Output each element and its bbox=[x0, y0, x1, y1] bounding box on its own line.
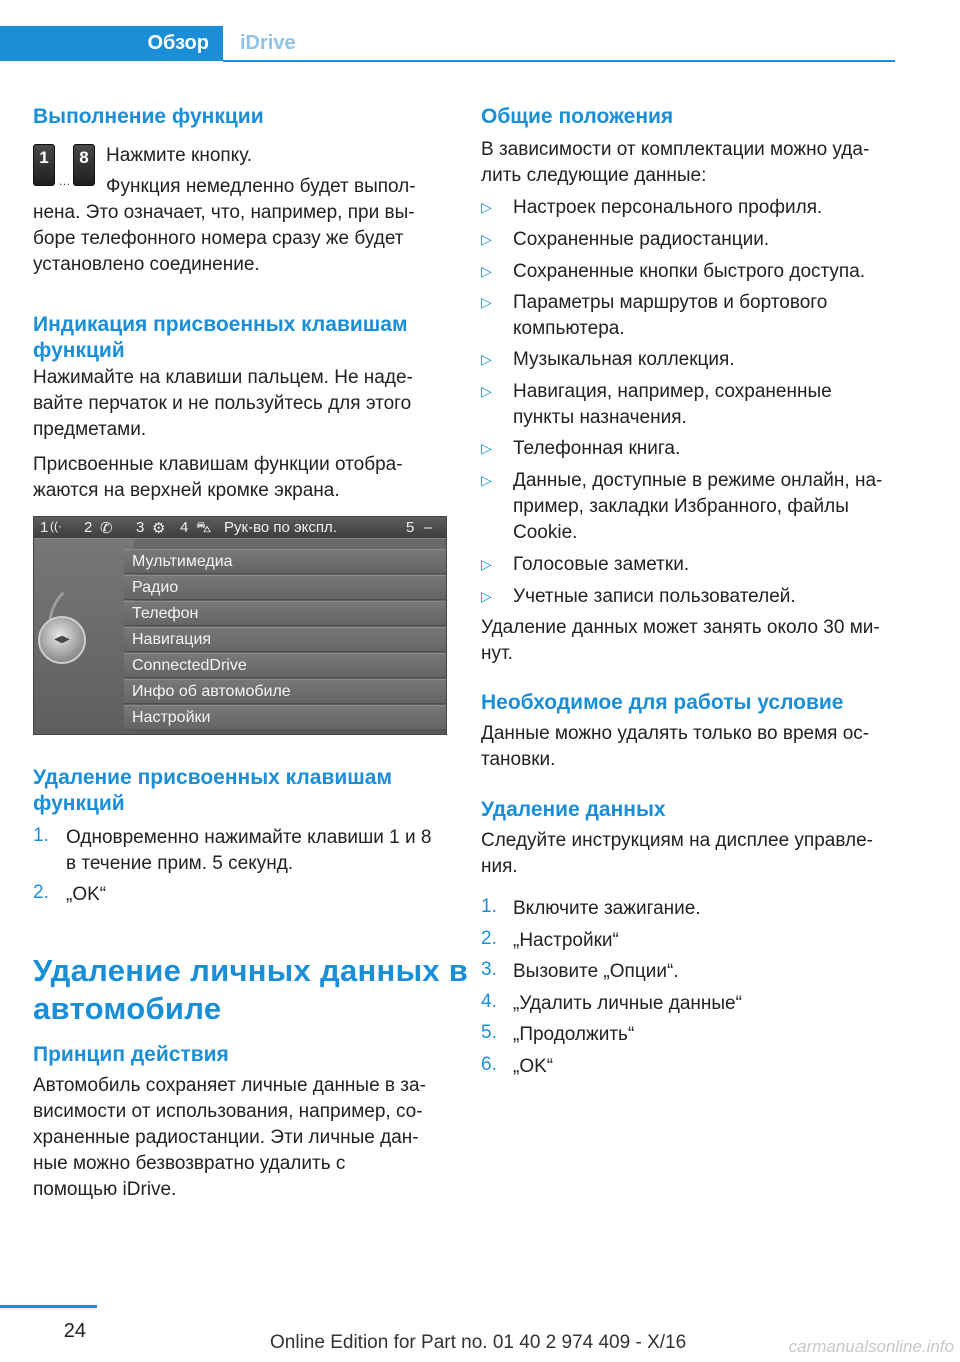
section-title-requirement: Необходимое для работы условие bbox=[481, 691, 844, 714]
screen-menu-item: Радио bbox=[124, 575, 447, 600]
tab-overview[interactable]: Обзор bbox=[0, 26, 223, 61]
list-item: Настроек персонального профиля. bbox=[513, 197, 823, 218]
bullet-marker-icon: ▷ bbox=[481, 588, 492, 604]
controller-knob-icon: ◀▶ bbox=[38, 616, 86, 664]
screen-menu-item: Настройки bbox=[124, 705, 447, 730]
list-item: Сохраненные радиостанции. bbox=[513, 229, 770, 250]
bullet-marker-icon: ▷ bbox=[481, 556, 492, 572]
list-item: Учетные записи пользователей. bbox=[513, 586, 796, 607]
gear-icon: ⚙ bbox=[152, 520, 166, 537]
paragraph-line: Нажмите кнопку. bbox=[106, 145, 253, 166]
footer-divider bbox=[0, 1305, 97, 1308]
edition-text: Online Edition for Part no. 01 40 2 974 409 - X/16 bbox=[270, 1332, 687, 1353]
paragraph: Автомобиль сохраняет личные данные в за- висимости от использования, например, со- храненные радиостанции. Эти личные дан- ные можно безвозвратно удалить с помощью iDrive. bbox=[33, 1075, 426, 1200]
paragraph-line: установлено соединение. bbox=[33, 254, 260, 275]
step-text: „OK“ bbox=[513, 1055, 554, 1077]
screen-menu-item: ConnectedDrive bbox=[124, 653, 447, 678]
header-divider bbox=[223, 60, 895, 62]
paragraph: Присвоенные клавишам функции отобра- жаются на верхней кромке экрана. bbox=[33, 454, 403, 501]
list-item: Данные, доступные в режиме онлайн, на- пример, закладки Избранного, файлы Cookie. bbox=[513, 470, 883, 543]
section-title-key-indication: Индикация присвоенных клавишам функций bbox=[33, 313, 408, 362]
step-number: 2. bbox=[481, 927, 497, 949]
key-8-icon: 8 bbox=[73, 144, 95, 186]
chapter-heading: Удаление личных данных в автомобиле bbox=[33, 953, 469, 1026]
step-text: Вызовите „Опции“. bbox=[513, 961, 679, 982]
section-title-principle: Принцип действия bbox=[33, 1043, 229, 1066]
bullet-marker-icon: ▷ bbox=[481, 472, 492, 488]
screen-menu-item: Навигация bbox=[124, 627, 447, 652]
radio-icon: ((· bbox=[50, 519, 62, 533]
bullet-marker-icon: ▷ bbox=[481, 383, 492, 399]
step-text: „Удалить личные данные“ bbox=[513, 992, 742, 1014]
tab-idrive[interactable]: iDrive bbox=[240, 32, 296, 54]
idrive-screen-image bbox=[33, 516, 447, 735]
list-item: Навигация, например, сохраненные пункты назначения. bbox=[513, 381, 832, 428]
list-item: Музыкальная коллекция. bbox=[513, 349, 735, 370]
bullet-marker-icon: ▷ bbox=[481, 231, 492, 247]
step-text: Включите зажигание. bbox=[513, 898, 701, 919]
list-item: Телефонная книга. bbox=[513, 438, 681, 459]
page-number: 24 bbox=[63, 1320, 86, 1342]
list-item: Голосовые заметки. bbox=[513, 554, 690, 575]
screen-key-bar: 1 ((· 2 ✆ 3 ⚙ 4 ⛍ Рук-во по экспл. 5 – bbox=[34, 517, 446, 539]
paragraph: Следуйте инструкциям на дисплее управле- ния. bbox=[481, 830, 873, 877]
list-item: Сохраненные кнопки быстрого доступа. bbox=[513, 261, 866, 282]
step-number: 6. bbox=[481, 1053, 497, 1075]
step-number: 5. bbox=[481, 1022, 497, 1043]
paragraph: Данные можно удалять только во время ос- тановки. bbox=[481, 723, 870, 770]
step-text: „Продолжить“ bbox=[513, 1024, 635, 1045]
step-number: 4. bbox=[481, 990, 497, 1012]
bullet-marker-icon: ▷ bbox=[481, 263, 492, 279]
section-title-general: Общие положения bbox=[481, 105, 674, 128]
section-title-delete-data: Удаление данных bbox=[481, 798, 666, 821]
header-bar bbox=[0, 0, 960, 62]
paragraph: Удаление данных может занять около 30 ми- нут. bbox=[481, 617, 880, 664]
step-text: „Настройки“ bbox=[513, 929, 619, 951]
paragraph: В зависимости от комплектации можно уда- лить следующие данные: bbox=[481, 139, 870, 186]
section-title-delete-keys: Удаление присвоенных клавишам функций bbox=[33, 766, 392, 815]
screen-menu-item: Телефон bbox=[124, 601, 447, 626]
bullet-marker-icon: ▷ bbox=[481, 351, 492, 367]
key-1-icon: 1 bbox=[33, 144, 55, 186]
screen-menu-item: Мультимедиа bbox=[124, 549, 447, 574]
step-number: 1. bbox=[481, 896, 497, 917]
phone-icon: ✆ bbox=[100, 520, 113, 537]
list-item: Параметры маршрутов и бортового компьютера. bbox=[513, 292, 828, 339]
function-keys-icon: 1 … 8 bbox=[33, 144, 95, 188]
paragraph-line: боре телефонного номера сразу же будет bbox=[33, 228, 404, 249]
section-title-execute-function: Выполнение функции bbox=[33, 105, 264, 128]
car-icon: ⛍ bbox=[196, 519, 212, 536]
watermark: carmanualsonline.info bbox=[788, 1337, 954, 1356]
step-text: Одновременно нажимайте клавиши 1 и 8 в течение прим. 5 секунд. bbox=[66, 827, 432, 874]
step-text: „OK“ bbox=[66, 884, 107, 905]
paragraph-line: Функция немедленно будет выпол- bbox=[106, 176, 416, 197]
bullet-marker-icon: ▷ bbox=[481, 440, 492, 456]
bullet-marker-icon: ▷ bbox=[481, 199, 492, 215]
screen-menu-item: Инфо об автомобиле bbox=[124, 679, 447, 704]
paragraph: Нажимайте на клавиши пальцем. Не наде- вайте перчаток и не пользуйтесь для этого предметами. bbox=[33, 367, 413, 440]
step-number: 3. bbox=[481, 959, 497, 980]
bullet-marker-icon: ▷ bbox=[481, 294, 492, 310]
paragraph-line: нена. Это означает, что, например, при вы- bbox=[33, 202, 415, 223]
